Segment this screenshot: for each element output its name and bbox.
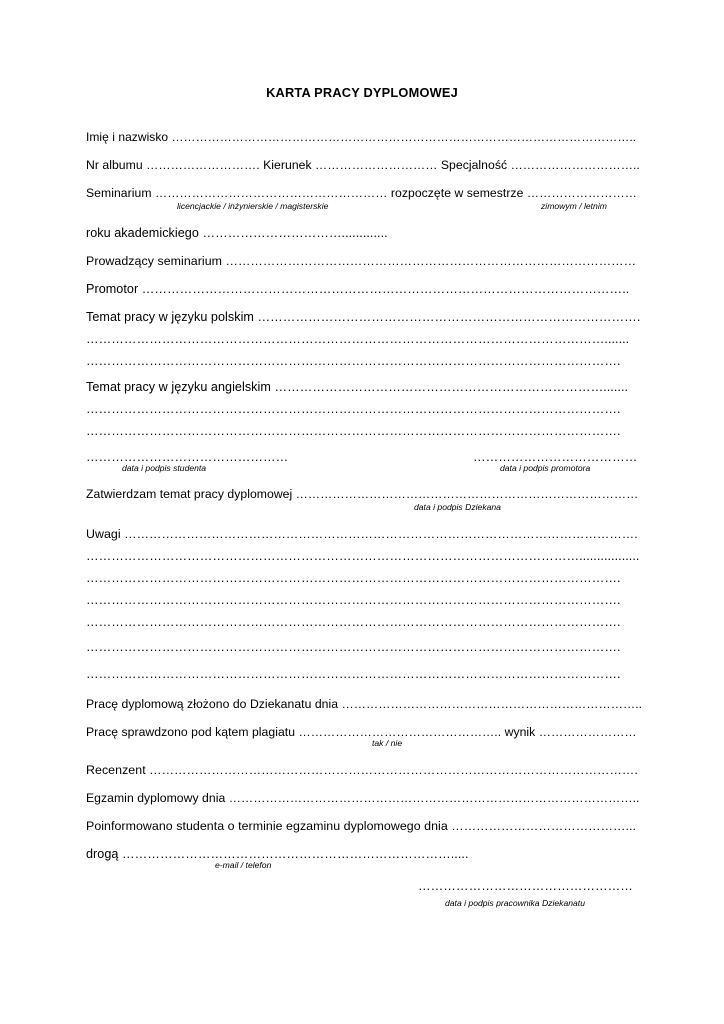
field-nr-albumu: Nr albumu ………………………. Kierunek ………………………… Specjalność ………………………….. [86,158,640,172]
field-temat-pl: Temat pracy w języku polskim ………………………………………………………………………………. [86,310,641,324]
caption-droga: e-mail / telefon [215,860,272,870]
caption-signature-promotor: data i podpis promotora [500,463,591,473]
caption-signature-pracownik: data i podpis pracownika Dziekanatu [445,898,585,908]
field-droga: drogą ……………………………………………………………………..... [86,847,469,861]
caption-semestr: zimowym / letnim [541,201,607,211]
document-title: KARTA PRACY DYPLOMOWEJ [266,85,458,100]
field-temat-en-line-2: ………………………………………………………………………………………………………………. [86,402,621,416]
signature-student-line: ………………………………………… [86,450,289,464]
field-uwagi-line-4: ………………………………………………………………………………………………………………. [86,593,621,607]
signature-promotor-line: ………………………………… [473,450,638,464]
field-uwagi-line-3: ………………………………………………………………………………………………………………. [86,571,621,585]
field-egzamin: Egzamin dyplomowy dnia ……………………………………………………………………………………….. [86,791,640,805]
field-rok-akademicki: roku akademickiego ……………………………............. [86,226,388,240]
field-uwagi-line-7: ………………………………………………………………………………………………………………. [86,667,621,681]
field-zatwierdzam: Zatwierdzam temat pracy dyplomowej ………………………………………………………………………… [86,487,639,501]
caption-seminarium-type: licencjackie / inżynierskie / magisterskie [177,201,329,211]
field-uwagi: Uwagi ……………………………………………………………………………………………………………. [86,527,638,541]
field-uwagi-line-5: ………………………………………………………………………………………………………………. [86,615,621,629]
field-zlozono: Pracę dyplomową złożono do Dziekanatu dnia ……………………………………………………………….. [86,697,643,711]
field-plagiat: Pracę sprawdzono pod kątem plagiatu ………………………………………….. wynik …………………… [86,725,637,739]
field-prowadzacy: Prowadzący seminarium ……………………………………………………………………………………… [86,254,637,268]
field-uwagi-line-2: ………………………………………………………………………………………………………................. [86,549,640,563]
field-uwagi-line-6: ………………………………………………………………………………………………………………. [86,640,621,654]
field-temat-pl-line-3: ………………………………………………………………………………………………………………. [86,354,621,368]
field-seminarium: Seminarium ………………………………………………… rozpoczęte w semestrze ……………………… [86,186,637,200]
signature-pracownik-line: …………………………………………… [418,879,633,893]
field-temat-pl-line-2: ……………………………………………………………………………………………………………....... [86,332,630,346]
field-temat-en: Temat pracy w języku angielskim ……………………………………………………………………....... [86,380,629,394]
field-imie-nazwisko: Imię i nazwisko …………………………………………………………………………………………………….. [86,130,637,144]
field-poinformowano: Poinformowano studenta o terminie egzaminu dyplomowego dnia ……………………………………... [86,819,636,833]
field-promotor: Promotor …………………………………………………………………………………………………….. [86,282,630,296]
caption-signature-student: data i podpis studenta [122,463,207,473]
caption-dziekan: data i podpis Dziekana [414,502,501,512]
field-temat-en-line-3: ………………………………………………………………………………………………………………. [86,424,621,438]
field-recenzent: Recenzent ………………………………………………………………………………………………………. [86,763,638,777]
caption-plagiat: tak / nie [372,738,403,748]
